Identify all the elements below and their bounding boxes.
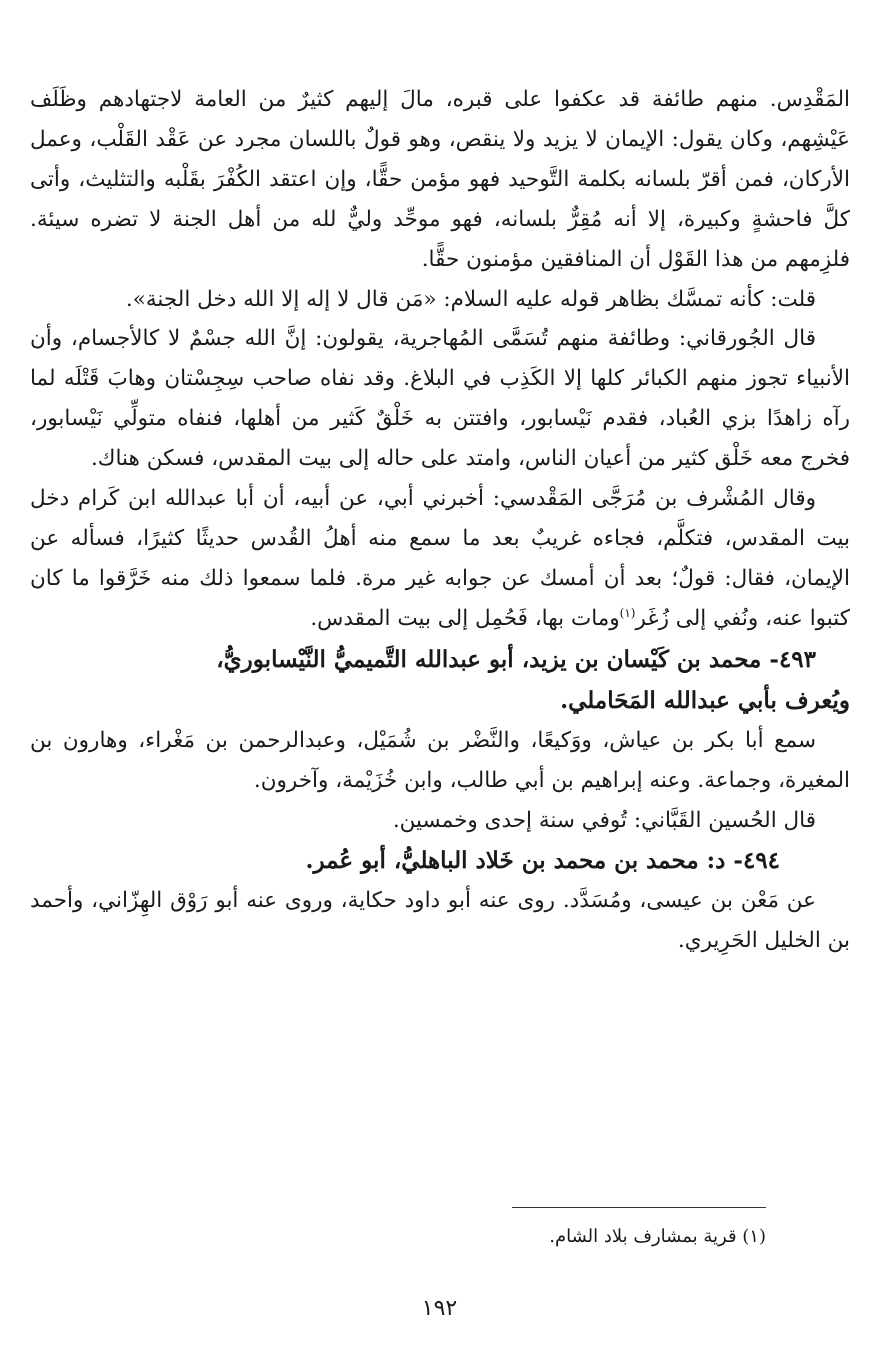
entry-heading-493: ٤٩٣- محمد بن كَيْسان بن يزيد، أبو عبدالله التَّميميُّ النَّيْسابوريُّ، <box>216 645 816 673</box>
paragraph-4 <box>30 479 850 639</box>
paragraph-2: قلت: كأنه تمسَّك بظاهر قوله عليه السلام: «مَن قال لا إله إلا الله دخل الجنة». <box>125 286 816 312</box>
footnote-divider <box>512 1207 766 1208</box>
paragraph-3: قال الجُورقاني: وطائفة منهم تُسَمَّى المُهاجرية، يقولون: إنَّ الله جسْمٌ لا كالأجسام، وأن الأنبياء تجوز منهم الكبائر كلها إلا الكَذِب في البلاغ. وقد نفاه صاحب سِجِسْتان وهابَ قَتْلَه لما رآه زاهدًا بزي العُباد، فقدم نَيْسابور، وافتتن به خَلْقٌ كَثير من أهلها، فنفاه متولِّي نَيْسابور، فخرج معه خَلْق كثير من أعيان الناس، وامتد على حاله إلى بيت المقدس، فسكن هناك. <box>30 326 850 472</box>
paragraph-7: عن مَعْن بن عيسى، ومُسَدَّد. روى عنه أبو داود حكاية، وروى عنه أبو رَوْق الهِزّاني، وأحمد بن الخليل الحَرِيري. <box>30 888 850 954</box>
paragraph-6: قال الحُسين القَبَّاني: تُوفي سنة إحدى وخمسين. <box>392 807 816 833</box>
paragraph-1: المَقْدِس. منهم طائفة قد عكفوا على قبره، مالَ إليهم كثيرٌ من العامة لاجتهادهم وظَلَف عَيْشِهم، وكان يقول: الإيمان لا يزيد ولا ينقص، وهو قولٌ باللسان مجرد عن عَقْد القَلْب، وعمل الأركان، فمن أقرّ بلسانه بكلمة التَّوحيد فهو مؤمن حقًّا، وإن اعتقد الكُفْرَ بقَلْبه والتثليث، وأتى كلَّ فاحشةٍ وكبيرة، إلا أنه مُقِرٌّ بلسانه، فهو موحِّد وليٌّ لله من أهل الجنة لا تضره سيئة. فلزِمهم من هذا القَوْل أن المنافقين مؤمنون حقًّا. <box>30 87 851 272</box>
paragraph-4-text: وقال المُشْرف بن مُرَجَّى المَقْدسي: أخبرني أبي، عن أبيه، أن أبا عبدالله ابن كَرام دخل بيت المقدس، فتكلَّم، فجاءه غريبٌ بعد ما سمع منه أهلُ القُدس حديثًا كثيرًا، فسأله عن الإيمان، فقال: قولٌ؛ بعد أن أمسك عن جوابه غير مرة. فلما سمعوا ذلك منه خَرَّقوا ما كان كتبوا عنه، ونُفي إلى زُغَر <box>30 486 850 631</box>
footnote: (١) قرية بمشارف بلاد الشام. <box>549 1226 766 1247</box>
entry-heading-493-line2: ويُعرف بأبي عبدالله المَحَاملي. <box>560 686 850 714</box>
main-text <box>30 80 850 961</box>
paragraph-4-tail: ومات بها، فَحُمِل إلى بيت المقدس. <box>310 605 620 631</box>
paragraph-5: سمع أبا بكر بن عياش، ووَكيعًا، والنَّضْر بن شُمَيْل، وعبدالرحمن بن مَغْراء، وهارون بن المغيرة، وجماعة. وعنه إبراهيم بن أبي طالب، وابن خُزَيْمة، وآخرون. <box>30 727 850 793</box>
entry-heading-494: ٤٩٤- د: محمد بن محمد بن خَلاد الباهليُّ، أبو عُمر. <box>305 847 780 875</box>
page-number: ١٩٢ <box>421 1296 458 1321</box>
footnote-marker: (١) <box>619 605 636 620</box>
